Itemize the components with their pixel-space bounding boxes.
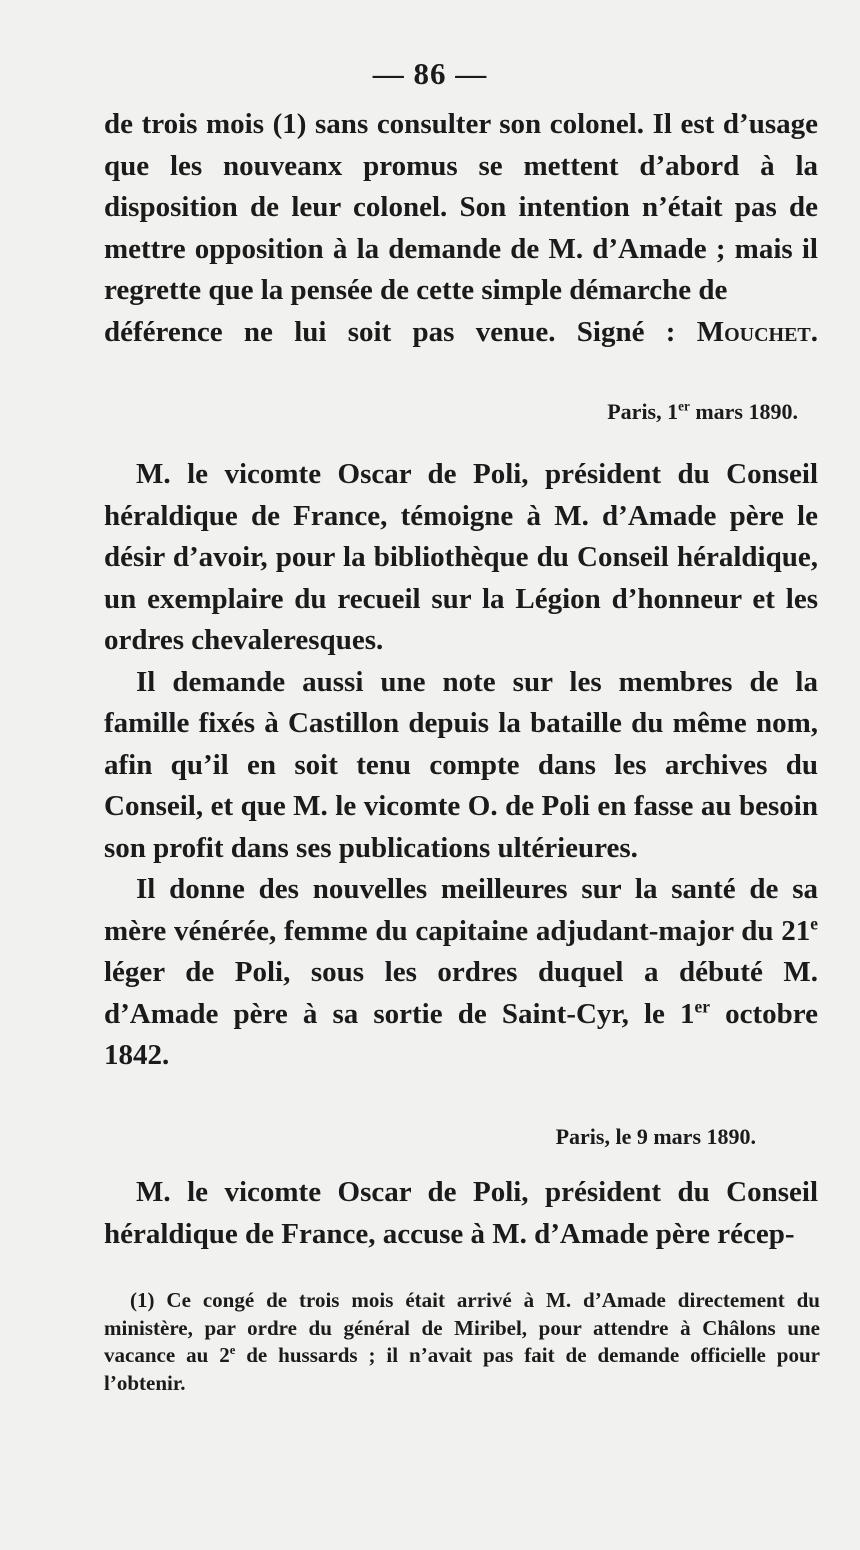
entry-body xyxy=(104,1172,818,1255)
superscript: er xyxy=(694,995,710,1016)
dateline xyxy=(607,399,798,425)
paragraph: M. le vicomte Oscar de Poli, président du Conseil héraldique de France, accuse à M. d’Amade père récep- xyxy=(104,1176,818,1250)
paragraph-text: Il donne des nouvelles meilleures sur la santé de sa mère vénérée, femme du capitaine adjudant-major du 21 xyxy=(104,873,818,947)
entry-body xyxy=(104,454,818,1077)
paragraph: Il demande aussi une note sur les membres de la famille fixés à Castillon depuis la bataille du même nom, afin qu’il en soit tenu compte dans les archives du Conseil, et que M. le vicomte O. de Poli en fasse au besoin son profit dans ses publications ultérieures. xyxy=(104,665,818,864)
dateline: Paris, le 9 mars 1890. xyxy=(555,1124,756,1149)
paragraph-continued xyxy=(104,104,818,353)
paragraph xyxy=(104,869,818,1077)
signature-line-text: déférence ne lui soit pas venue. xyxy=(104,315,556,348)
signatory-name: Mouchet. xyxy=(696,315,819,348)
dateline-text: mars 1890. xyxy=(689,399,798,424)
footnote-text: (1) Ce congé de trois mois était arrivé à M. d’Amade directement du ministère, par ordre du général de Miribel, pour attendre à Châlons une vacance au 2 xyxy=(104,1288,820,1367)
paragraph-text: léger de Poli, sous les ordres duquel a débuté M. d’Amade père à sa sortie de Saint-Cyr, le 1 xyxy=(104,956,818,1030)
superscript: e xyxy=(229,1343,236,1357)
footnote-text: de hussards ; il n’avait pas fait de demande officielle pour l’obtenir. xyxy=(104,1343,820,1395)
signature-line xyxy=(104,312,818,354)
paragraph: M. le vicomte Oscar de Poli, président du Conseil héraldique de France, témoigne à M. d’Amade père le désir d’avoir, pour la bibliothèque du Conseil héraldique, un exemplaire du recueil sur la Légion d’honneur et les ordres chevaleresques. xyxy=(104,458,818,656)
signed-label: Signé : xyxy=(576,315,676,348)
page-number: — 86 — xyxy=(372,56,488,91)
footnote xyxy=(104,1287,820,1397)
dateline-text: Paris, 1 xyxy=(607,399,679,424)
paragraph-text: de trois mois (1) sans consulter son colonel. Il est d’usage que les nouveanx promus se mettent d’abord à la disposition de leur colonel. Son intention n’était pas de mettre opposition à la demande de M. d’Amade ; mais il regrette que la pensée de cette simple démarche de xyxy=(104,108,818,306)
superscript: e xyxy=(810,912,818,933)
paragraph-text: octobre 1842. xyxy=(104,997,818,1071)
superscript: er xyxy=(678,398,690,414)
